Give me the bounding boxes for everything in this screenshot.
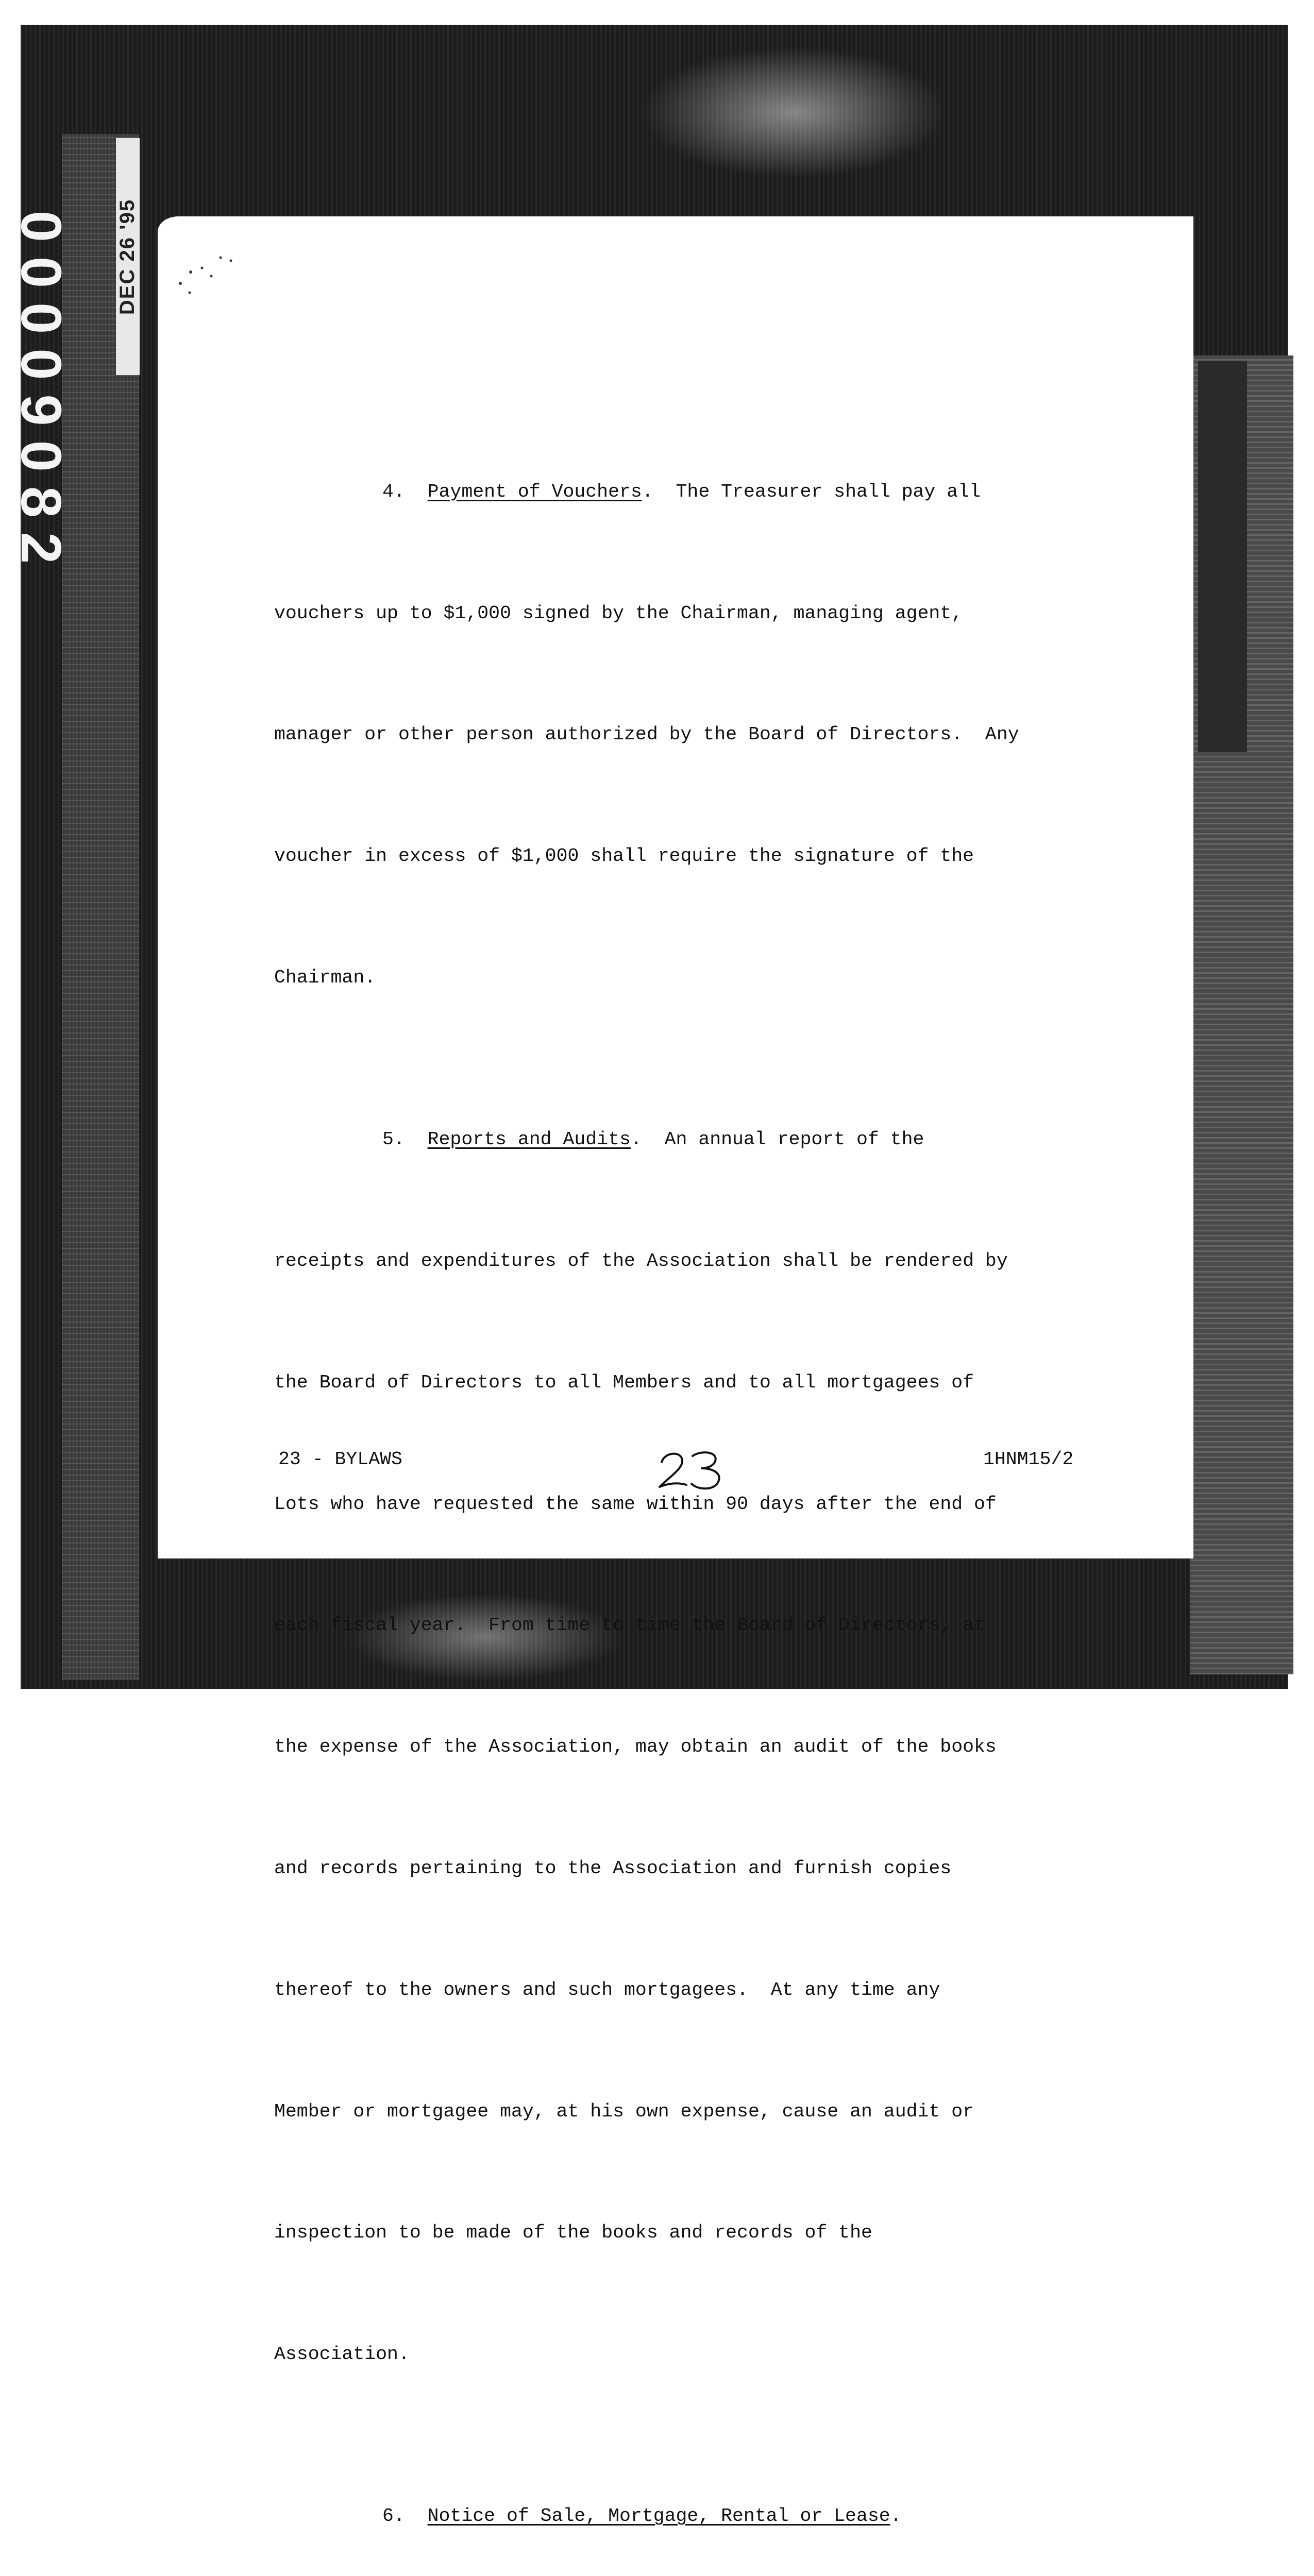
paragraph-line: Chairman.: [274, 967, 376, 988]
paragraph-number: 5.: [382, 1129, 405, 1150]
paragraph-4-first-line: 4. Payment of Vouchers. The Treasurer shall pay all: [382, 481, 981, 502]
scan-specks: [170, 227, 273, 309]
paragraph-line: the expense of the Association, may obtain an audit of the books: [274, 1736, 997, 1758]
paragraph-line: voucher in excess of $1,000 shall require the signature of the: [274, 845, 974, 867]
footer-document-code: 1HNM15/2: [983, 1449, 1074, 1470]
side-document-number: 00009082: [9, 210, 73, 578]
paragraph-number: 6.: [382, 2505, 405, 2527]
paragraph-5-first-line: 5. Reports and Audits. An annual report of the: [382, 1129, 924, 1150]
paragraph-heading: Notice of Sale, Mortgage, Rental or Lease: [427, 2505, 890, 2527]
paragraph-line: manager or other person authorized by the Board of Directors. Any: [274, 724, 1019, 745]
paragraph-line: inspection to be made of the books and records of the: [274, 2222, 872, 2244]
paragraph-text: An annual report of the: [664, 1129, 924, 1150]
handwritten-page-number: [654, 1447, 727, 1493]
paragraph-number: 4.: [382, 481, 405, 502]
paragraph-line: receipts and expenditures of the Association shall be rendered by: [274, 1250, 1008, 1272]
paragraph-heading: Reports and Audits: [427, 1129, 631, 1150]
paragraph-heading: Payment of Vouchers: [427, 481, 642, 502]
paragraph-line: Member or mortgagee may, at his own expense, cause an audit or: [274, 2100, 974, 2122]
paragraph-line: Association.: [274, 2344, 410, 2365]
date-stamp-text: DEC 26 '95: [116, 198, 139, 315]
border-right-shadow: [1198, 361, 1247, 752]
footer-section-label: 23 - BYLAWS: [278, 1449, 402, 1470]
handwritten-23-drawing: [654, 1447, 727, 1493]
paragraph-6-first-line: 6. Notice of Sale, Mortgage, Rental or Lease.: [382, 2505, 902, 2527]
paragraph-line: each fiscal year. From time to time the Board of Directors, at: [274, 1615, 985, 1636]
paragraph-text: The Treasurer shall pay all: [676, 481, 981, 502]
paragraph-line: thereof to the owners and such mortgagees. At any time any: [274, 1979, 940, 2001]
paragraph-line: the Board of Directors to all Members and to all mortgagees of: [274, 1371, 974, 1393]
paragraph-line: vouchers up to $1,000 signed by the Chairman, managing agent,: [274, 602, 963, 624]
paragraph-line: Lots who have requested the same within 90 days after the end of: [274, 1493, 997, 1515]
date-stamp: [116, 138, 140, 375]
paragraph-line: and records pertaining to the Association and furnish copies: [274, 1857, 952, 1879]
